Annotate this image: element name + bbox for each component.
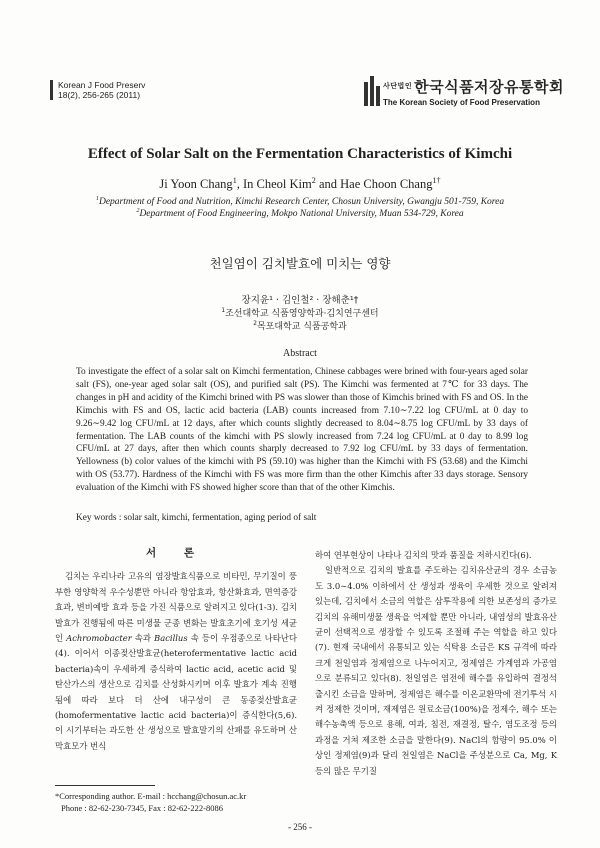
paper-title: Effect of Solar Salt on the Fermentation Characteristics of Kimchi: [87, 146, 513, 162]
page-number: - 256 -: [288, 822, 312, 832]
affiliation-1: $^1$Department of Food and Nutrition, Kimchi Research Center, Chosun University, Gwangju 501-759, Korea: [95, 196, 505, 208]
society-logo-icon: [364, 76, 380, 106]
journal-name: Korean J Food Preserv: [58, 80, 146, 90]
author-2: In Cheol Kim: [243, 177, 312, 192]
korean-authors: 장지윤¹ · 김인철² · 장해춘¹†: [241, 295, 359, 306]
intro-paragraph-2: 일반적으로 김치의 발효를 주도하는 김치유산균의 경우 소금농도 3.0∼4.0% 이하에서 산 생성과 생육이 우세한 것으로 알려져 있는데, 김치에서 소금의 역할은 삼투작용에 의한 보존성의 증가로 김치의 유해미생물 생육을 억제할 뿐만 아니라, 내염성의 발효유산균이 선택적으로 생장할 수 있도록 조절해 주는 역할을 하고 있다(7). 현재 국내에서 유통되고 있는 식탁용 소금은 KS 규격에 따라 크게 천일염과 정제염으로 나누어지고, 정제염은 가계염과 가공염으로 분류되고 있다(8). 천일염은 염전에 해수를 유입하여 결정석출시킨 소금을 말하며, 정제염은 해수를 이온교환막에 전기투석 시켜 정제한 것이며, 재제염은 원료소금(100%)을 정제수, 해수 또는 해수농축액 등으로 용해, 여과, 침전, 재결정, 탈수, 염도조정 등의 과정을 거쳐 제조한 소금을 말한다(9). NaCl의 함량이 95.0% 이상인 정제염(9)과 달리 천일염은 NaCl을 주성분으로 Ca, Mg, K 등의 많은 무기질: [315, 565, 557, 776]
society-prefix: 사단법인: [383, 83, 413, 90]
intro-paragraph-continued: 하여 연부현상이 나타나 김치의 맛과 품질을 저하시킨다(6).: [315, 550, 532, 560]
journal-issue: 18(2), 256-265 (2011): [58, 90, 141, 100]
abstract-text: To investigate the effect of a solar salt on Kimchi fermentation, Chinese cabbages were brined with four-years aged solar salt (FS), one-year aged solar salt (OS), and purified salt (PS). The Kimchi was fermented at 7℃ for 33 days. The changes in pH and acidity of the Kimchi brined with PS was slower than those of Kimchis brined with FS and OS. In the Kimchis with FS and OS, lactic acid bacteria (LAB) counts increased from 7.10∼7.22 log CFU/mL at 0 day to 9.26∼9.42 log CFU/mL at 12 days, after which counts slightly decreased to 8.04∼8.75 log CFU/mL by 33 days of fermentation. The LAB counts of the kimchi with PS slowly increased from 7.24 log CFU/mL at 0 day to 8.99 log CFU/mL at 27 days, after then which counts sharply decreased to 7.92 log CFU/mL by 33 days of fermentation. Yellowness (b) color values of the kimchi with PS (59.10) was higher than the Kimchi with FS (53.68) and the Kimchi with OS (53.77). Hardness of the Kimchi with FS was more firm than the other Kimchis after 33 days storage. Sensory evaluation of the Kimchi with FS showed higher score than that of the other Kimchis.: [76, 367, 528, 494]
intro-paragraph-1: 김치는 우리나라 고유의 염장발효식품으로 비타민, 무기질이 풍부한 영양학적 우수성뿐만 아니라 항암효과, 항산화효과, 면역증강효과, 변비예방 효과 등을 가진 식품으로 알려지고 있다(1-3). 김치발효가 진행됨에 따른 미생물 군종 변화는 발효초기에 호기성 세균인 Achromobacter 속과 Bacillus 속 등이 우점종으로 나타난다(4). 이어서 이종젖산발효균(heterofermentative lactic acid bacteria)속이 우세하게 증식하여 lactic acid, acetic acid 및 탄산가스의 생산으로 김치를 산성화시키며 이후 발효가 계속 진행됨에 따라 보다 더 산에 내구성이 큰 동종젖산발효균(homofermentative lactic acid bacteria)이 증식한다(5,6). 이 시기부터는 과도한 산 생성으로 발효말기의 산패를 유도하며 산막효모가 번식: [55, 571, 297, 751]
affiliation-2: $^2$Department of Food Engineering, Mokpo National University, Muan 534-729, Korea: [136, 208, 464, 220]
intro-left-column: [55, 546, 297, 754]
intro-right-column: [315, 548, 557, 779]
society-name-en: The Korean Society of Food Preservation: [383, 98, 540, 107]
abstract-heading: Abstract: [283, 348, 317, 359]
footnote-divider: [55, 785, 155, 786]
society-header: [364, 76, 564, 107]
keywords: [76, 513, 316, 523]
korean-affiliation-2: $^2$목포대학교 식품공학과: [253, 321, 347, 332]
korean-affiliation-1: $^1$조선대학교 식품영양학과·김치연구센터: [221, 308, 379, 319]
keywords-label: Key words :: [76, 513, 122, 523]
korean-title: 천일염이 김치발효에 미치는 영향: [209, 256, 391, 271]
author-list: Ji Yoon Chang$^1$, In Cheol Kim$^2$ and Hae Choon Chang$^{1\dagger}$: [159, 176, 441, 192]
author-1: Ji Yoon Chang: [159, 177, 233, 192]
section-heading-intro: 서 론: [146, 547, 206, 559]
author-3: Hae Choon Chang: [340, 177, 433, 192]
journal-citation: [50, 80, 145, 100]
corresponding-author-footnote: *Corresponding author. E-mail : hcchang@chosun.ac.kr Phone : 82-62-230-7345, Fax : 82-62-222-8086: [55, 791, 247, 813]
keywords-list: solar salt, kimchi, fermentation, aging period of salt: [123, 513, 317, 523]
society-name-ko: $^{사단법인}$ 한국식품저장유통학회: [383, 79, 564, 96]
